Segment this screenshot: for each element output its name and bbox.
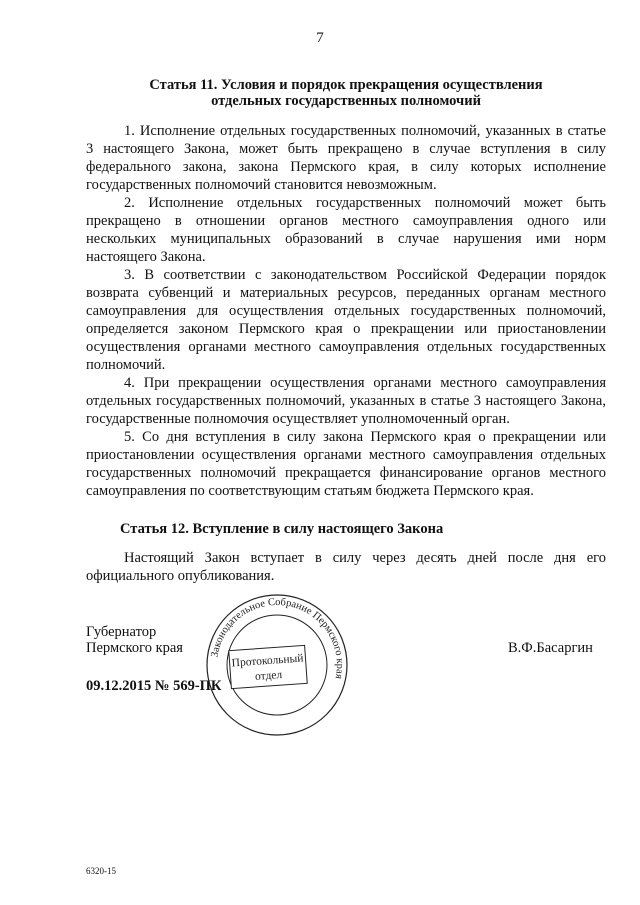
article-11-title-line2: отдельных государственных полномочий	[211, 93, 481, 109]
stamp-seal	[202, 590, 352, 740]
article-11-paragraph-4: 4. При прекращении осуществления органами местного самоуправления отдельных государственных полномочий, указанных в статье 3 настоящего Закона, государственные полномочия осуществляет уполномоченный орган.	[86, 375, 606, 427]
stamp-ring-text: Законодательное Собрание Пермского края	[209, 596, 346, 680]
article-11-paragraph-2: 2. Исполнение отдельных государственных полномочий может быть прекращено в отношении органов местного самоуправления одного или нескольких муниципальных образований в случае нарушения ими норм настоящего Закона.	[86, 195, 606, 265]
article-12-paragraph: Настоящий Закон вступает в силу через десять дней после дня его официального опубликования.	[86, 550, 606, 584]
article-11-heading	[86, 77, 606, 109]
signatory-position-line1: Губернатор	[86, 624, 157, 640]
article-12-body	[86, 549, 606, 585]
article-11-paragraph-3: 3. В соответствии с законодательством Российской Федерации порядок возврата субвенций и материальных ресурсов, переданных органам местного самоуправления для осуществления отдельных государственных полномочий, определяется законом Пермского края о прекращении или приостановлении осуществления органами местного самоуправления отдельных государственных полномочий.	[86, 267, 606, 373]
article-11-title-line1: Статья 11. Условия и порядок прекращения осуществления	[149, 77, 543, 93]
page-number: 7	[316, 30, 324, 46]
stamp-center-line2: отдел	[254, 669, 283, 683]
signatory-position-line2: Пермского края	[86, 640, 183, 656]
article-11-body	[86, 122, 606, 500]
footer-code: 6320-15	[86, 866, 116, 876]
article-11-paragraph-5: 5. Со дня вступления в силу закона Пермского края о прекращении или приостановлении осуществления органами местного самоуправления отдельных государственных полномочий прекращается финансирование органов местного самоуправления по соответствующим статьям бюджета Пермского края.	[86, 429, 606, 499]
law-date-number: 09.12.2015 № 569-ПК	[86, 678, 222, 694]
signatory-position	[86, 624, 183, 656]
stamp-center-line1: Протокольный	[231, 652, 304, 670]
signatory-name: В.Ф.Басаргин	[508, 640, 593, 656]
article-12-heading: Статья 12. Вступление в силу настоящего Закона	[120, 521, 444, 537]
article-11-paragraph-1: 1. Исполнение отдельных государственных полномочий, указанных в статье 3 настоящего Закона, может быть прекращено в случае вступления в силу федерального закона, закона Пермского края, в силу которых исполнение государственных полномочий становится невозможным.	[86, 123, 606, 193]
